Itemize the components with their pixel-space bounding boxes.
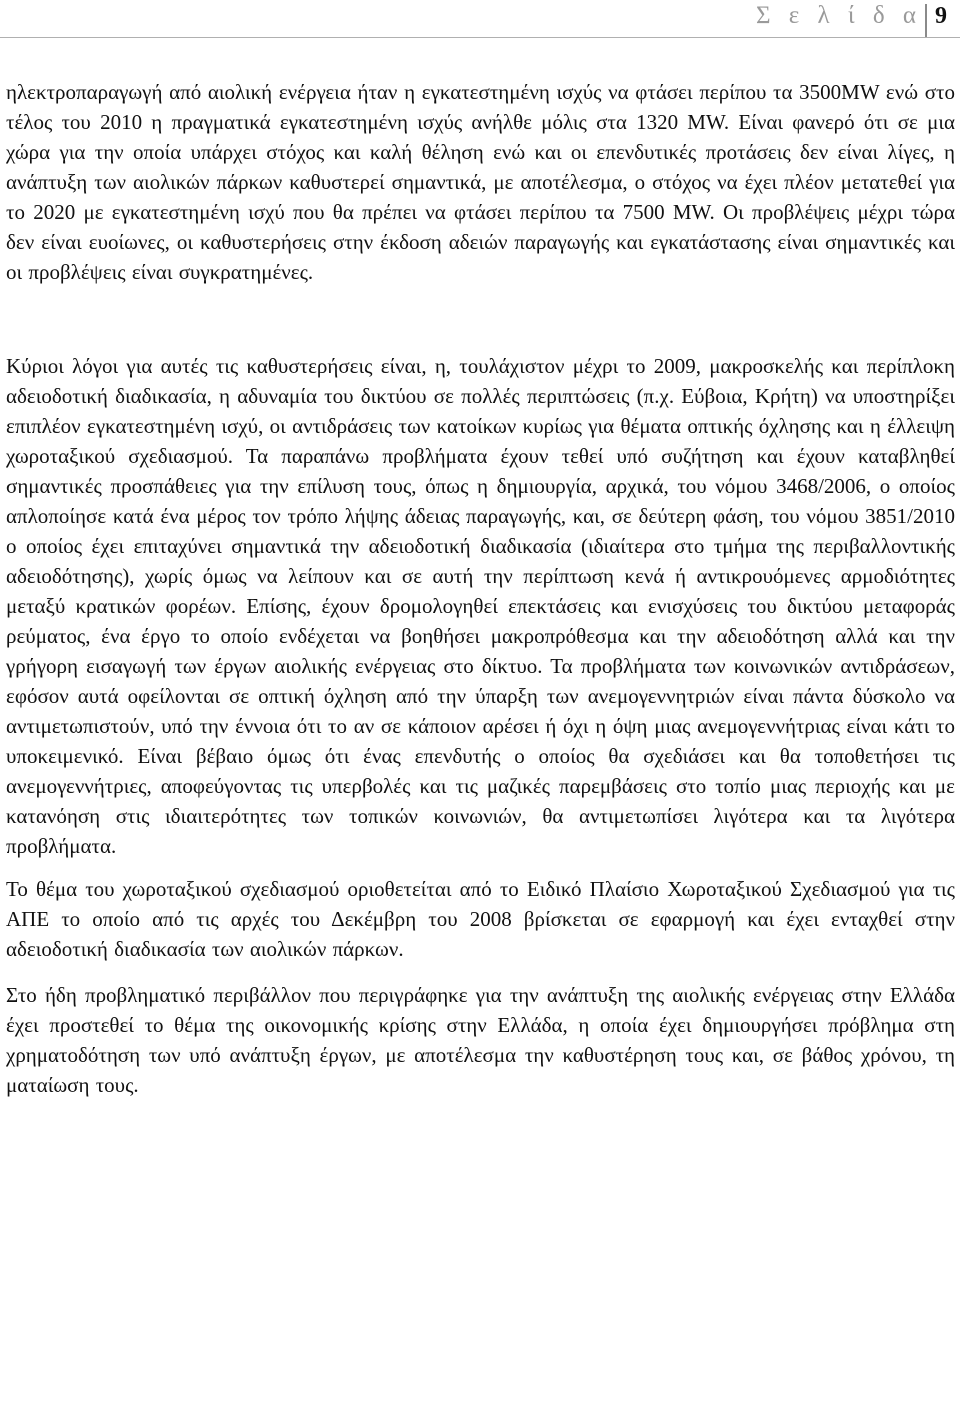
header-divider: [925, 4, 927, 38]
paragraph-4: Στο ήδη προβληματικό περιβάλλον που περιγράφηκε για την ανάπτυξη της αιολικής ενέργειας στην Ελλάδα έχει προστεθεί το θέμα της οικονομικής κρίσης στην Ελλάδα, η οποία έχει δημιουργήσει πρόβλημα στη χρηματοδότηση των υπό ανάπτυξη έργων, με αποτέλεσμα την καθυστέρηση τους και, σε βάθος χρόνου, τη ματαίωση τους.: [6, 983, 955, 1097]
page-header: [0, 0, 960, 38]
paragraph-3: Το θέμα του χωροταξικού σχεδιασμού οριοθετείται από το Ειδικό Πλαίσιο Χωροταξικού Σχεδιασμού για τις ΑΠΕ το οποίο από τις αρχές του Δεκέμβρη του 2008 βρίσκεται σε εφαρμογή και έχει ενταχθεί στην αδειοδοτική διαδικασία των αιολικών πάρκων.: [6, 877, 955, 961]
paragraph-2: Κύριοι λόγοι για αυτές τις καθυστερήσεις είναι, η, τουλάχιστον μέχρι το 2009, μακροσκελής και περίπλοκη αδειοδοτική διαδικασία, η αδυναμία του δικτύου σε πολλές περιπτώσεις (π.χ. Εύβοια, Κρήτη) να υποστηρίξει επιπλέον εγκατεστημένη ισχύ, οι αντιδράσεις των κατοίκων κυρίως για θέματα οπτικής όχλησης και η έλλειψη χωροταξικού σχεδιασμού. Τα παραπάνω προβλήματα έχουν τεθεί υπό συζήτηση και έχουν καταβληθεί σημαντικές προσπάθειες για την επίλυση τους, όπως η δημιουργία, αρχικά, του νόμου 3468/2006, ο οποίος απλοποίησε κατά ένα μέρος τον τρόπο λήψης άδειας παραγωγής, και, σε δεύτερη φάση, του νόμου 3851/2010 ο οποίος έχει επιταχύνει σημαντικά την αδειοδοτική διαδικασία (ιδιαίτερα στο τμήμα της περιβαλλοντικής αδειοδότησης), χωρίς όμως να λείπουν και σε αυτή την περίπτωση κενά ή αντικρουόμενες αρμοδιότητες μεταξύ κρατικών φορέων. Επίσης, έχουν δρομολογηθεί επεκτάσεις και ενισχύσεις του δικτύου μεταφοράς ρεύματος, ένα έργο το οποίο ενδέχεται να βοηθήσει μακροπρόθεσμα και την αδειοδότηση αλλά και την γρήγορη εισαγωγή των έργων αιολικής ενέργειας στο δίκτυο. Τα προβλήματα των κοινωνικών αντιδράσεων, εφόσον αυτά οφείλονται σε οπτική όχληση από την ύπαρξη των ανεμογεννητριών είναι πάντα δύσκολο να αντιμετωπιστούν, υπό την έννοια ότι το αν σε κάποιον αρέσει ή όχι η όψη μιας ανεμογεννήτριας είναι κάτι το υποκειμενικό. Είναι βέβαιο όμως ότι ένας επενδυτής ο οποίος θα σχεδιάσει και θα τοποθετήσει τις ανεμογεννήτριες, αποφεύγοντας τις υπερβολές και τις μαζικές παρεμβάσεις στο τοπίο μιας περιοχής και με κατανόηση στις ιδιαιτερότητες των τοπικών κοινωνιών, θα αντιμετωπίσει λιγότερα και τα λιγότερα προβλήματα.: [6, 354, 955, 858]
page-number: 9: [935, 3, 947, 29]
header-rule: [0, 37, 960, 38]
document-body: [6, 77, 955, 1100]
paragraph-1: ηλεκτροπαραγωγή από αιολική ενέργεια ήταν η εγκατεστημένη ισχύς να φτάσει περίπου τα 3500MW ενώ στο τέλος του 2010 η πραγματικά εγκατεστημένη ισχύς ανήλθε μόλις στα 1320 MW. Είναι φανερό ότι σε μια χώρα για την οποία υπάρχει στόχος και καλή θέληση ενώ και οι επενδυτικές προτάσεις δεν είναι λίγες, η ανάπτυξη των αιολικών πάρκων καθυστερεί σημαντικά, με αποτέλεσμα, ο στόχος να έχει πλέον μετατεθεί για το 2020 με εγκατεστημένη ισχύ που θα πρέπει να φτάσει περίπου τα 7500 MW. Οι προβλέψεις μέχρι τώρα δεν είναι ευοίωνες, οι καθυστερήσεις στην έκδοση αδειών παραγωγής και εγκατάστασης είναι σημαντικές και οι προβλέψεις είναι συγκρατημένες.: [6, 80, 955, 284]
page-label: Σ ε λ ί δ α: [755, 2, 922, 29]
